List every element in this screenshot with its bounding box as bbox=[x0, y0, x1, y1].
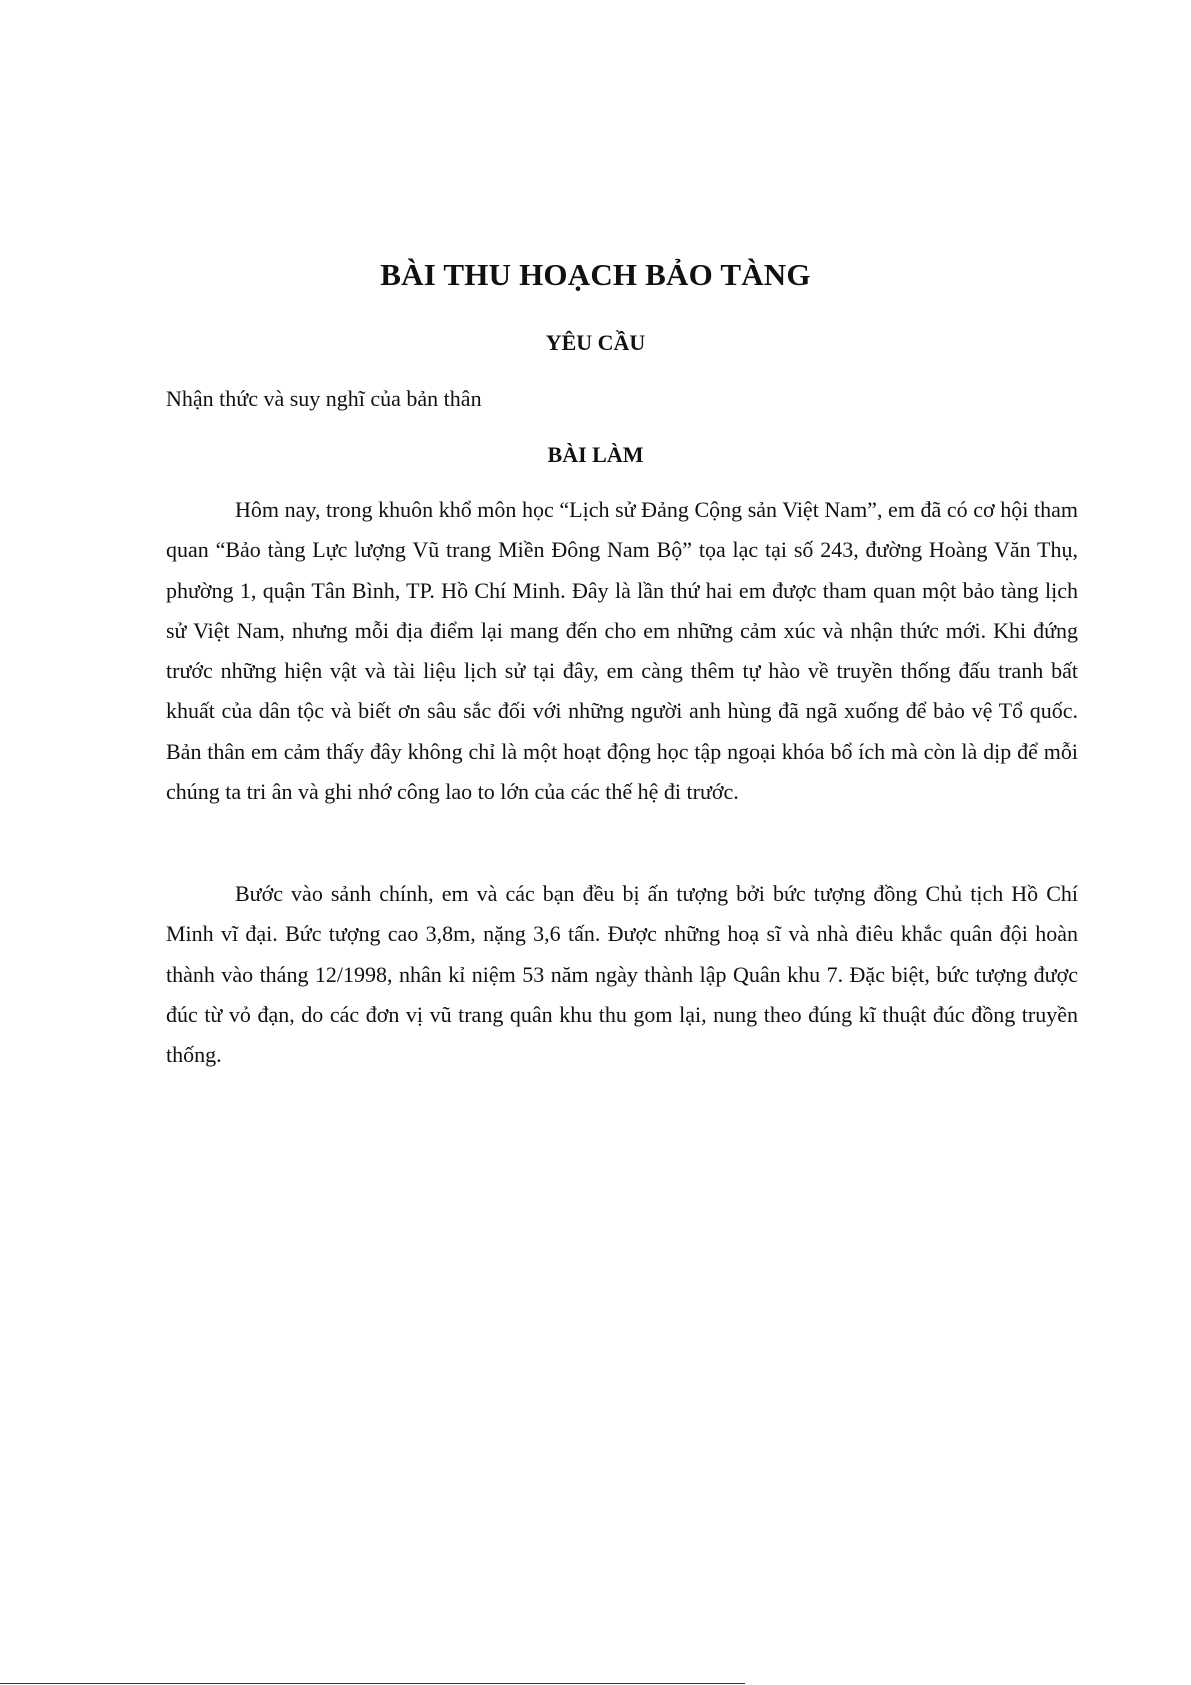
body-paragraph: Hôm nay, trong khuôn khổ môn học “Lịch sử Đảng Cộng sản Việt Nam”, em đã có cơ hội tham quan “Bảo tàng Lực lượng Vũ trang Miền Đông Nam Bộ” tọa lạc tại số 243, đường Hoàng Văn Thụ, phường 1, quận Tân Bình, TP. Hồ Chí Minh. Đây là lần thứ hai em được tham quan một bảo tàng lịch sử Việt Nam, nhưng mỗi địa điểm lại mang đến cho em những cảm xúc và nhận thức mới. Khi đứng trước những hiện vật và tài liệu lịch sử tại đây, em càng thêm tự hào về truyền thống đấu tranh bất khuất của dân tộc và biết ơn sâu sắc đối với những người anh hùng đã ngã xuống để bảo vệ Tổ quốc. Bản thân em cảm thấy đây không chỉ là một hoạt động học tập ngoại khóa bổ ích mà còn là dịp để mỗi chúng ta tri ân và ghi nhớ công lao to lớn của các thế hệ đi trước. bbox=[166, 497, 1078, 805]
body-paragraph-1-block bbox=[166, 490, 1078, 812]
footer-divider bbox=[0, 1683, 745, 1684]
body-paragraph: Bước vào sảnh chính, em và các bạn đều bị ấn tượng bởi bức tượng đồng Chủ tịch Hồ Chí Minh vĩ đại. Bức tượng cao 3,8m, nặng 3,6 tấn. Được những hoạ sĩ và nhà điêu khắc quân đội hoàn thành vào tháng 12/1998, nhân kỉ niệm 53 năm ngày thành lập Quân khu 7. Đặc biệt, bức tượng được đúc từ vỏ đạn, do các đơn vị vũ trang quân khu thu gom lại, nung theo đúng kĩ thuật đúc đồng truyền thống. bbox=[166, 881, 1078, 1068]
body-paragraph-2-block bbox=[166, 874, 1078, 1075]
requirement-heading: YÊU CẦU bbox=[545, 330, 646, 355]
work-heading: BÀI LÀM bbox=[547, 442, 644, 467]
requirement-text: Nhận thức và suy nghĩ của bản thân bbox=[166, 386, 482, 411]
document-title: BÀI THU HOẠCH BẢO TÀNG bbox=[380, 257, 811, 292]
